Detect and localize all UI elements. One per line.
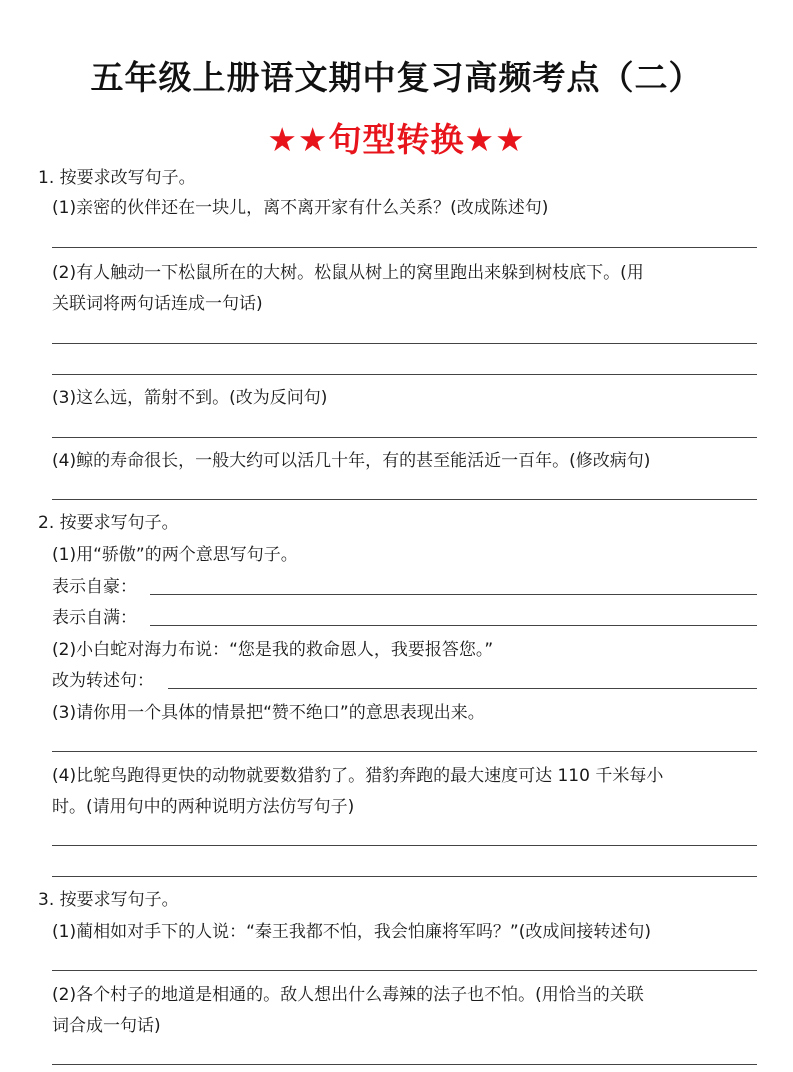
page-subtitle: ★★句型转换★★ — [267, 120, 526, 159]
prompt-indirect-speech: 改为转述句： — [52, 671, 154, 691]
answer-line[interactable] — [52, 247, 757, 248]
section-3-item-2-line-2: 词合成一句话) — [52, 1016, 161, 1036]
answer-line[interactable] — [52, 343, 757, 344]
answer-line[interactable] — [52, 751, 757, 752]
section-1-item-2-line-2: 关联词将两句话连成一句话) — [52, 294, 263, 314]
answer-line[interactable] — [52, 499, 757, 500]
answer-line[interactable] — [150, 625, 757, 626]
answer-line[interactable] — [168, 688, 757, 689]
answer-line[interactable] — [52, 1064, 757, 1065]
section-1-heading: 1. 按要求改写句子。 — [38, 168, 196, 188]
section-2-heading: 2. 按要求写句子。 — [38, 513, 179, 533]
section-1-item-4: (4)鲸的寿命很长，一般大约可以活几十年，有的甚至能活近一百年。(修改病句) — [52, 451, 651, 471]
prompt-conceit: 表示自满： — [52, 608, 137, 628]
answer-line[interactable] — [52, 437, 757, 438]
answer-line[interactable] — [52, 374, 757, 375]
answer-line[interactable] — [150, 594, 757, 595]
prompt-pride: 表示自豪： — [52, 577, 137, 597]
section-2-item-4-line-2: 时。(请用句中的两种说明方法仿写句子) — [52, 797, 355, 817]
section-2-item-2: (2)小白蛇对海力布说：“您是我的救命恩人，我要报答您。” — [52, 640, 494, 660]
section-1-item-2-line-1: (2)有人触动一下松鼠所在的大树。松鼠从树上的窝里跑出来躲到树枝底下。(用 — [52, 263, 644, 283]
section-3-heading: 3. 按要求写句子。 — [38, 890, 179, 910]
section-2-item-1: (1)用“骄傲”的两个意思写句子。 — [52, 545, 298, 565]
section-3-item-1: (1)蔺相如对手下的人说：“秦王我都不怕，我会怕廉将军吗？”(改成间接转述句) — [52, 922, 651, 942]
section-2-item-3: (3)请你用一个具体的情景把“赞不绝口”的意思表现出来。 — [52, 703, 485, 723]
answer-line[interactable] — [52, 876, 757, 877]
page-title: 五年级上册语文期中复习高频考点（二） — [90, 58, 703, 97]
answer-line[interactable] — [52, 845, 757, 846]
section-3-item-2-line-1: (2)各个村子的地道是相通的。敌人想出什么毒辣的法子也不怕。(用恰当的关联 — [52, 985, 644, 1005]
section-1-item-1: (1)亲密的伙伴还在一块儿，离不离开家有什么关系？(改成陈述句) — [52, 198, 549, 218]
answer-line[interactable] — [52, 970, 757, 971]
section-2-item-4-line-1: (4)比鸵鸟跑得更快的动物就要数猎豹了。猎豹奔跑的最大速度可达 110 千米每小 — [52, 766, 664, 786]
section-1-item-3: (3)这么远，箭射不到。(改为反问句) — [52, 388, 328, 408]
